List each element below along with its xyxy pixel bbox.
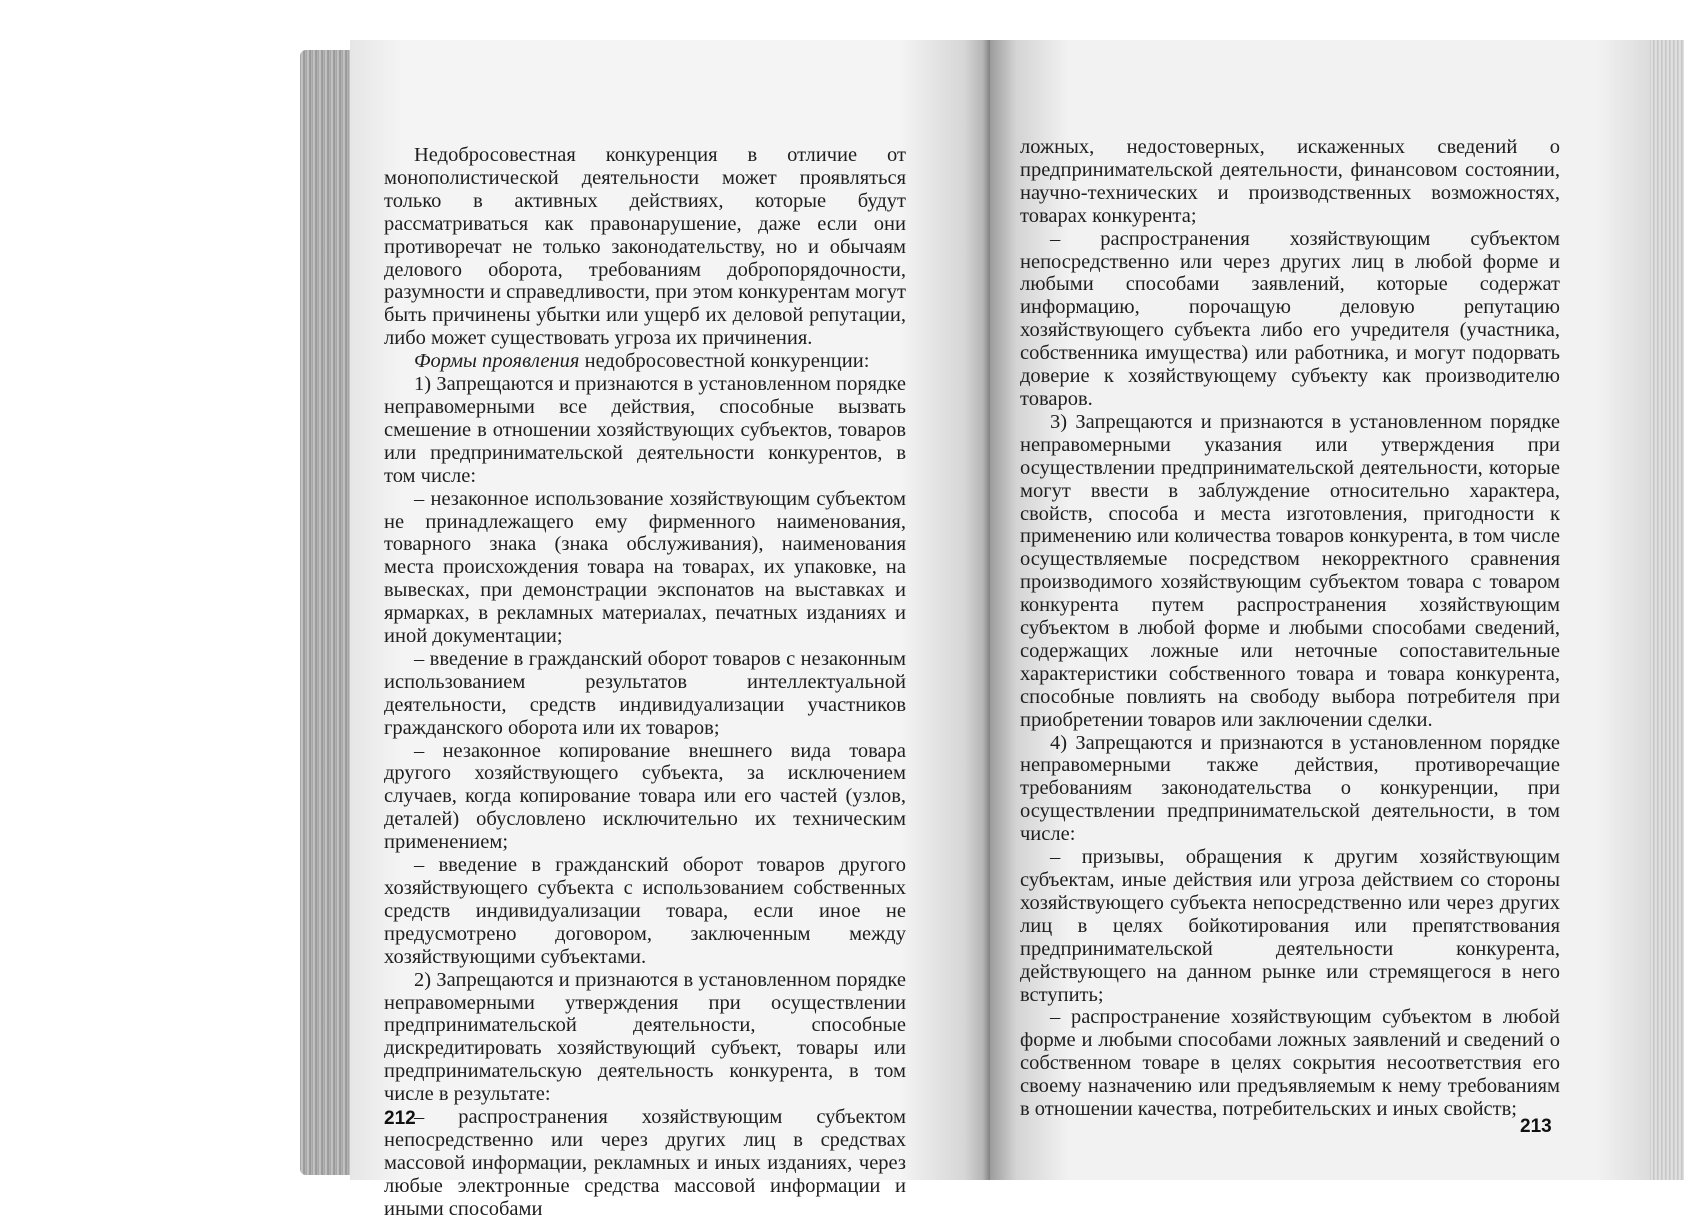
page-number-right: 213 xyxy=(1520,1116,1552,1137)
page-left-text xyxy=(384,144,906,1221)
list-item: – незаконное использование хозяйствующим субъектом не принадлежащего ему фирменного наименования, товарного знака (знака обслуживания), наименования места происхождения товара на товарах, их упаковке, на вывесках, при демонстрации экспонатов на выставках и ярмарках, в рекламных материалах, печатных изданиях и иной документации; xyxy=(384,487,906,648)
list-item: – распространения хозяйствующим субъектом непосредственно или через других лиц в любой форме и любыми способами заявлений, которые содержат информацию, порочащую деловую репутацию хозяйствующего субъекта либо его учредителя (участника, собственника имущества) или работника, и могут подорвать доверие к хозяйствующему субъекту как производителю товаров. xyxy=(1020,227,1560,410)
page-edges-right xyxy=(1650,40,1684,1180)
paragraph: 3) Запрещаются и признаются в установленном порядке неправомерными указания или утверждения при осуществлении предпринимательской деятельности, которые могут ввести в заблуждение относительно характера, свойств, способа и места изготовления, пригодности к применению или количества товаров конкурента, в том числе осуществляемые посредством некорректного сравнения производимого хозяйствующим субъектом товара с товаром конкурента путем распространения хозяйствующим субъектом в любой форме и любыми способами сведений, содержащих ложные или неточные сопоставительные характеристики собственного товара и товара конкурента, способные повлиять на свободу выбора потребителя при приобретении товаров или заключении сделки. xyxy=(1020,410,1560,731)
paragraph: ложных, недостоверных, искаженных сведений о предпринимательской деятельности, финансовом состоянии, научно-технических и производственных возможностях, товарах конкурента; xyxy=(1020,136,1560,227)
paragraph: 2) Запрещаются и признаются в установленном порядке неправомерными утверждения при осуществлении предпринимательской деятельности, способные дискредитировать хозяйствующий субъект, товары или предпринимательскую деятельность конкурента, в том числе в результате: xyxy=(384,968,906,1106)
paragraph: 4) Запрещаются и признаются в установленном порядке неправомерными также действия, противоречащие требованиям законодательства о конкуренции, при осуществлении предпринимательской деятельности, в том числе: xyxy=(1020,731,1560,846)
page-left xyxy=(350,40,990,1220)
forms-heading-rest: недобросовестной конкуренции: xyxy=(579,350,870,373)
list-item: – введение в гражданский оборот товаров с незаконным использованием результатов интеллектуальной деятельности, средств индивидуализации участников гражданского оборота или их товаров; xyxy=(384,647,906,739)
list-item: – незаконное копирование внешнего вида товара другого хозяйствующего субъекта, за исключением случаев, когда копирование товара или его частей (узлов, деталей) обусловлено исключительно их техническим применением; xyxy=(384,739,906,854)
paragraph: 1) Запрещаются и признаются в установленном порядке неправомерными все действия, способные вызвать смешение в отношении хозяйствующих субъектов, товаров или предпринимательской деятельности конкурентов, в том числе: xyxy=(384,373,906,487)
forms-heading xyxy=(384,350,906,373)
list-item: – призывы, обращения к другим хозяйствующим субъектам, иные действия или угроза действием со стороны хозяйствующего субъекта непосредственно или через других лиц в целях бойкотирования или препятствования предпринимательской деятельности конкурента, действующего на данном рынке или стремящегося в него вступить; xyxy=(1020,846,1560,1006)
page-right xyxy=(990,40,1650,1180)
list-item: – распространение хозяйствующим субъектом в любой форме и любыми способами ложных заявлений и сведений о собственном товаре в целях сокрытия несоответствия его своему назначению или предъявляемым к нему требованиям в отношении качества, потребительских и иных свойств; xyxy=(1020,1006,1560,1121)
list-item: – распространения хозяйствующим субъектом непосредственно или через других лиц в средствах массовой информации, рекламных и иных изданиях, через любые электронные средства массовой информации и иными способами xyxy=(384,1106,906,1220)
page-right-text xyxy=(1020,136,1560,1121)
paragraph: Недобросовестная конкуренция в отличие от монополистической деятельности может проявляться только в активных действиях, которые будут рассматриваться как правонарушение, даже если они противоречат не только законодательству, но и обычаям делового оборота, требованиям добропорядочности, разумности и справедливости, при этом конкурентам могут быть причинены убытки или ущерб их деловой репутации, либо может существовать угроза их причинения. xyxy=(384,144,906,350)
list-item: – введение в гражданский оборот товаров другого хозяйствующего субъекта с использованием собственных средств индивидуализации товара, если иное не предусмотрено договором, заключенным между хозяйствующими субъектами. xyxy=(384,854,906,968)
open-book xyxy=(300,40,1690,1220)
page-number-left: 212 xyxy=(384,1108,416,1129)
page-edges-left xyxy=(300,50,350,1175)
forms-heading-italic: Формы проявления xyxy=(414,350,580,373)
